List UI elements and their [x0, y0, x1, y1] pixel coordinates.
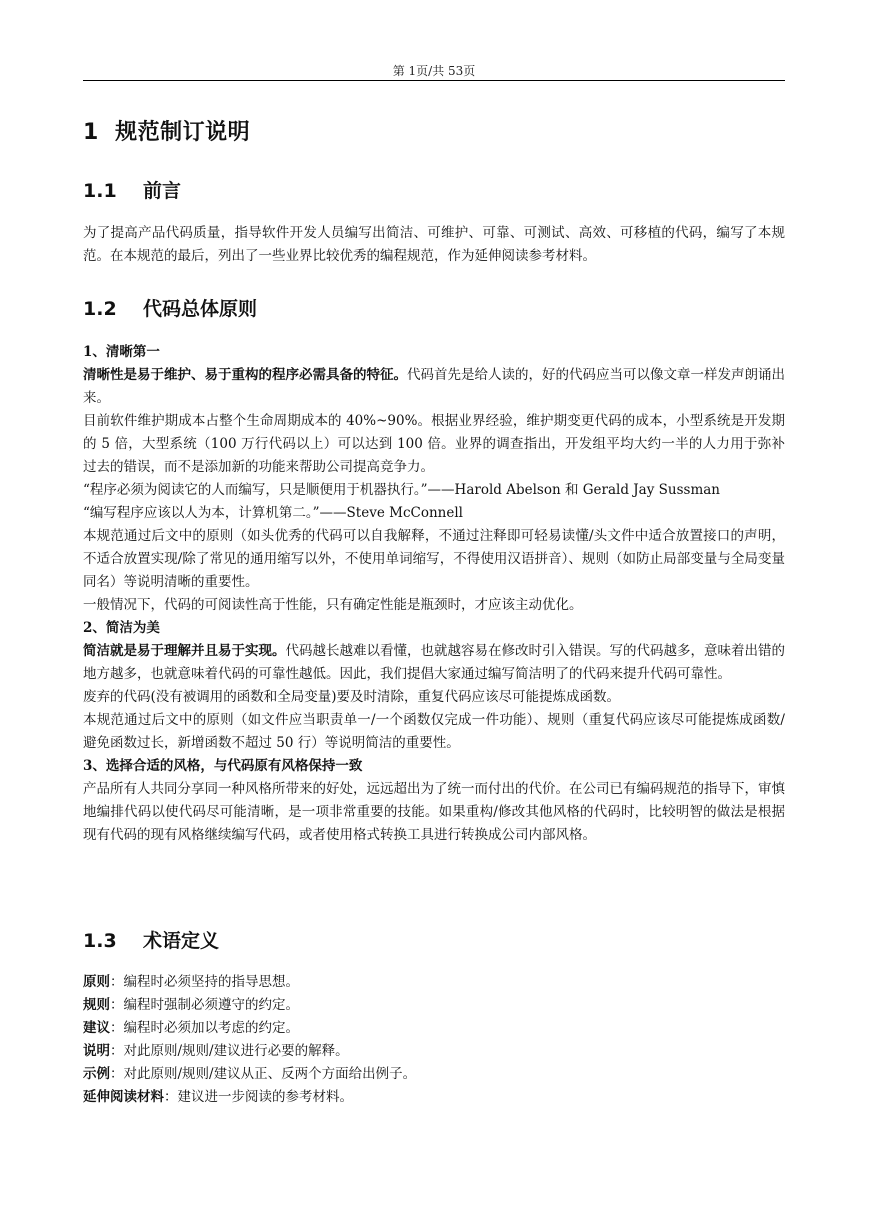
foreword-paragraph — [83, 222, 785, 268]
readability-paragraph: 一般情况下，代码的可阅读性高于性能，只有确定性能是瓶颈时，才应该主动优化。 — [83, 597, 583, 613]
section-heading-1-2 — [83, 294, 257, 321]
section-heading-1-3 — [83, 926, 219, 953]
page-number-header: 第 1页/共 53页 — [392, 64, 476, 78]
dead-code-paragraph: 废弃的代码(没有被调用的函数和全局变量)要及时清除，重复代码应该尽可能提炼成函数。 — [83, 689, 621, 705]
principle-heading-simplicity: 2、简洁为美 — [83, 620, 160, 636]
term-item: 原则：编程时必须坚持的指导思想。 — [83, 974, 299, 990]
style-paragraph: 产品所有人共同分享同一种风格所带来的好处，远远超出为了统一而付出的代价。在公司已有编码规范的指导下，审慎地编排代码以使代码尽可能清晰，是一项非常重要的技能。如果重构/修改其他风格的代码时，比较明智的做法是根据现有代码的现有风格继续编写代码，或者使用格式转换工具进行转换成公司内部风格。 — [83, 781, 785, 843]
principles-block — [83, 341, 785, 847]
section-title: 前言 — [143, 180, 182, 202]
simplicity-rules-paragraph: 本规范通过后文中的原则（如文件应当职责单一/一个函数仅完成一件功能）、规则（重复代码应该尽可能提炼成函数/避免函数过长，新增函数不超过 50 行）等说明简洁的重要性。 — [83, 712, 785, 751]
section-number: 1.3 — [83, 930, 117, 952]
chapter-title: 规范制订说明 — [115, 120, 251, 145]
principle-simplicity-lead: 简洁就是易于理解并且易于实现。 — [83, 643, 286, 659]
term-item: 延伸阅读材料：建议进一步阅读的参考材料。 — [83, 1089, 353, 1105]
principle-simplicity-intro — [83, 640, 785, 686]
quote-mcconnell: “编写程序应该以人为本，计算机第二。”——Steve McConnell — [83, 505, 463, 521]
principle-heading-style: 3、选择合适的风格，与代码原有风格保持一致 — [83, 758, 363, 774]
section-title: 代码总体原则 — [143, 298, 258, 320]
term-item: 说明：对此原则/规则/建议进行必要的解释。 — [83, 1043, 349, 1059]
principle-clarity-lead: 清晰性是易于维护、易于重构的程序必需具备的特征。 — [83, 367, 407, 383]
principle-clarity-text: 代码首先是给人读的，好的代码应当可以像文章一样发声朗诵出来。 — [83, 367, 785, 406]
section-title: 术语定义 — [143, 930, 220, 952]
principle-simplicity-text: 代码越长越难以看懂，也就越容易在修改时引入错误。写的代码越多，意味着出错的地方越多，也就意味着代码的可靠性越低。因此，我们提倡大家通过编写简洁明了的代码来提升代码可靠性。 — [83, 643, 785, 682]
maintenance-cost-paragraph: 目前软件维护期成本占整个生命周期成本的 40%~90%。根据业界经验，维护期变更代码的成本，小型系统是开发期的 5 倍，大型系统（100 万行代码以上）可以达到 100 倍。业界的调查指出，开发组平均大约一半的人力用于弥补过去的错误，而不是添加新的功能来帮助公司提高竞争力。 — [83, 413, 785, 475]
clarity-rules-paragraph: 本规范通过后文中的原则（如头优秀的代码可以自我解释，不通过注释即可轻易读懂/头文件中适合放置接口的声明，不适合放置实现/除了常见的通用缩写以外，不使用单词缩写，不得使用汉语拼音）、规则（如防止局部变量与全局变量同名）等说明清晰的重要性。 — [83, 528, 785, 590]
section-number: 1.2 — [83, 298, 117, 320]
chapter-heading — [83, 115, 250, 146]
term-item: 规则：编程时强制必须遵守的约定。 — [83, 997, 299, 1013]
section-heading-1-1 — [83, 176, 181, 203]
chapter-number: 1 — [83, 120, 99, 145]
principle-heading-clarity: 1、清晰第一 — [83, 344, 160, 360]
header-divider — [83, 80, 785, 81]
foreword-text: 为了提高产品代码质量，指导软件开发人员编写出简洁、可维护、可靠、可测试、高效、可移植的代码，编写了本规范。在本规范的最后，列出了一些业界比较优秀的编程规范，作为延伸阅读参考材料。 — [83, 225, 785, 264]
quote-abelson: “程序必须为阅读它的人而编写，只是顺便用于机器执行。”——Harold Abelson 和 Gerald Jay Sussman — [83, 482, 720, 498]
term-item: 建议：编程时必须加以考虑的约定。 — [83, 1020, 299, 1036]
terms-list — [83, 971, 785, 1109]
principle-clarity-intro — [83, 364, 785, 410]
term-item: 示例：对此原则/规则/建议从正、反两个方面给出例子。 — [83, 1066, 417, 1082]
section-number: 1.1 — [83, 180, 117, 202]
